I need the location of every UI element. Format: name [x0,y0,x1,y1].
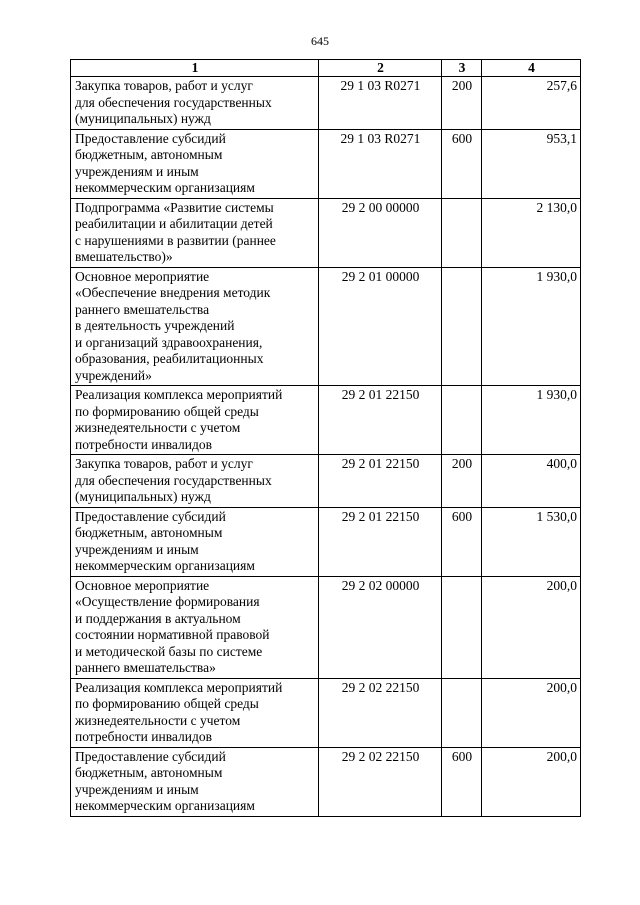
row-name: Предоставление субсидий бюджетным, автономным учреждениям и иным некоммерческим организациям [71,129,319,198]
table-row [71,747,581,816]
page-number: 645 [311,34,329,48]
row-amount: 1 930,0 [482,267,581,386]
table-row [71,77,581,130]
row-code: 29 2 00 00000 [319,198,442,267]
table-row [71,455,581,508]
row-amount: 2 130,0 [482,198,581,267]
column-header-1: 1 [71,60,319,77]
row-code: 29 2 01 22150 [319,507,442,576]
row-expense-type [442,267,482,386]
row-code: 29 2 02 22150 [319,678,442,747]
row-expense-type [442,386,482,455]
row-code: 29 2 01 22150 [319,386,442,455]
row-name: Закупка товаров, работ и услуг для обеспечения государственных (муниципальных) нужд [71,77,319,130]
table-row [71,386,581,455]
row-expense-type: 600 [442,129,482,198]
row-code: 29 2 01 22150 [319,455,442,508]
row-name: Основное мероприятие «Обеспечение внедрения методик раннего вмешательства в деятельность учреждений и организаций здравоохранения, образования, реабилитационных учреждений» [71,267,319,386]
row-code: 29 2 01 00000 [319,267,442,386]
row-amount: 200,0 [482,747,581,816]
row-name: Подпрограмма «Развитие системы реабилитации и абилитации детей с нарушениями в развитии (раннее вмешательство)» [71,198,319,267]
row-name: Предоставление субсидий бюджетным, автономным учреждениям и иным некоммерческим организациям [71,747,319,816]
column-header-4: 4 [482,60,581,77]
row-amount: 200,0 [482,576,581,678]
row-expense-type: 200 [442,455,482,508]
table-row [71,129,581,198]
table-row [71,267,581,386]
budget-table [70,59,581,817]
row-amount: 400,0 [482,455,581,508]
table-row [71,576,581,678]
row-expense-type [442,576,482,678]
column-header-2: 2 [319,60,442,77]
table-row [71,198,581,267]
row-expense-type [442,678,482,747]
row-name: Основное мероприятие «Осуществление формирования и поддержания в актуальном состоянии нормативной правовой и методической базы по системе раннего вмешательства» [71,576,319,678]
table-row [71,678,581,747]
row-code: 29 2 02 00000 [319,576,442,678]
row-name: Реализация комплекса мероприятий по формированию общей среды жизнедеятельности с учетом потребности инвалидов [71,678,319,747]
row-expense-type [442,198,482,267]
row-name: Закупка товаров, работ и услуг для обеспечения государственных (муниципальных) нужд [71,455,319,508]
row-amount: 1 530,0 [482,507,581,576]
table-row [71,507,581,576]
column-header-3: 3 [442,60,482,77]
row-code: 29 1 03 R0271 [319,77,442,130]
row-amount: 953,1 [482,129,581,198]
row-amount: 200,0 [482,678,581,747]
row-amount: 1 930,0 [482,386,581,455]
row-expense-type: 600 [442,507,482,576]
row-expense-type: 200 [442,77,482,130]
row-name: Предоставление субсидий бюджетным, автономным учреждениям и иным некоммерческим организациям [71,507,319,576]
row-name: Реализация комплекса мероприятий по формированию общей среды жизнедеятельности с учетом потребности инвалидов [71,386,319,455]
row-code: 29 2 02 22150 [319,747,442,816]
table-header-row [71,60,581,77]
row-expense-type: 600 [442,747,482,816]
row-amount: 257,6 [482,77,581,130]
row-code: 29 1 03 R0271 [319,129,442,198]
